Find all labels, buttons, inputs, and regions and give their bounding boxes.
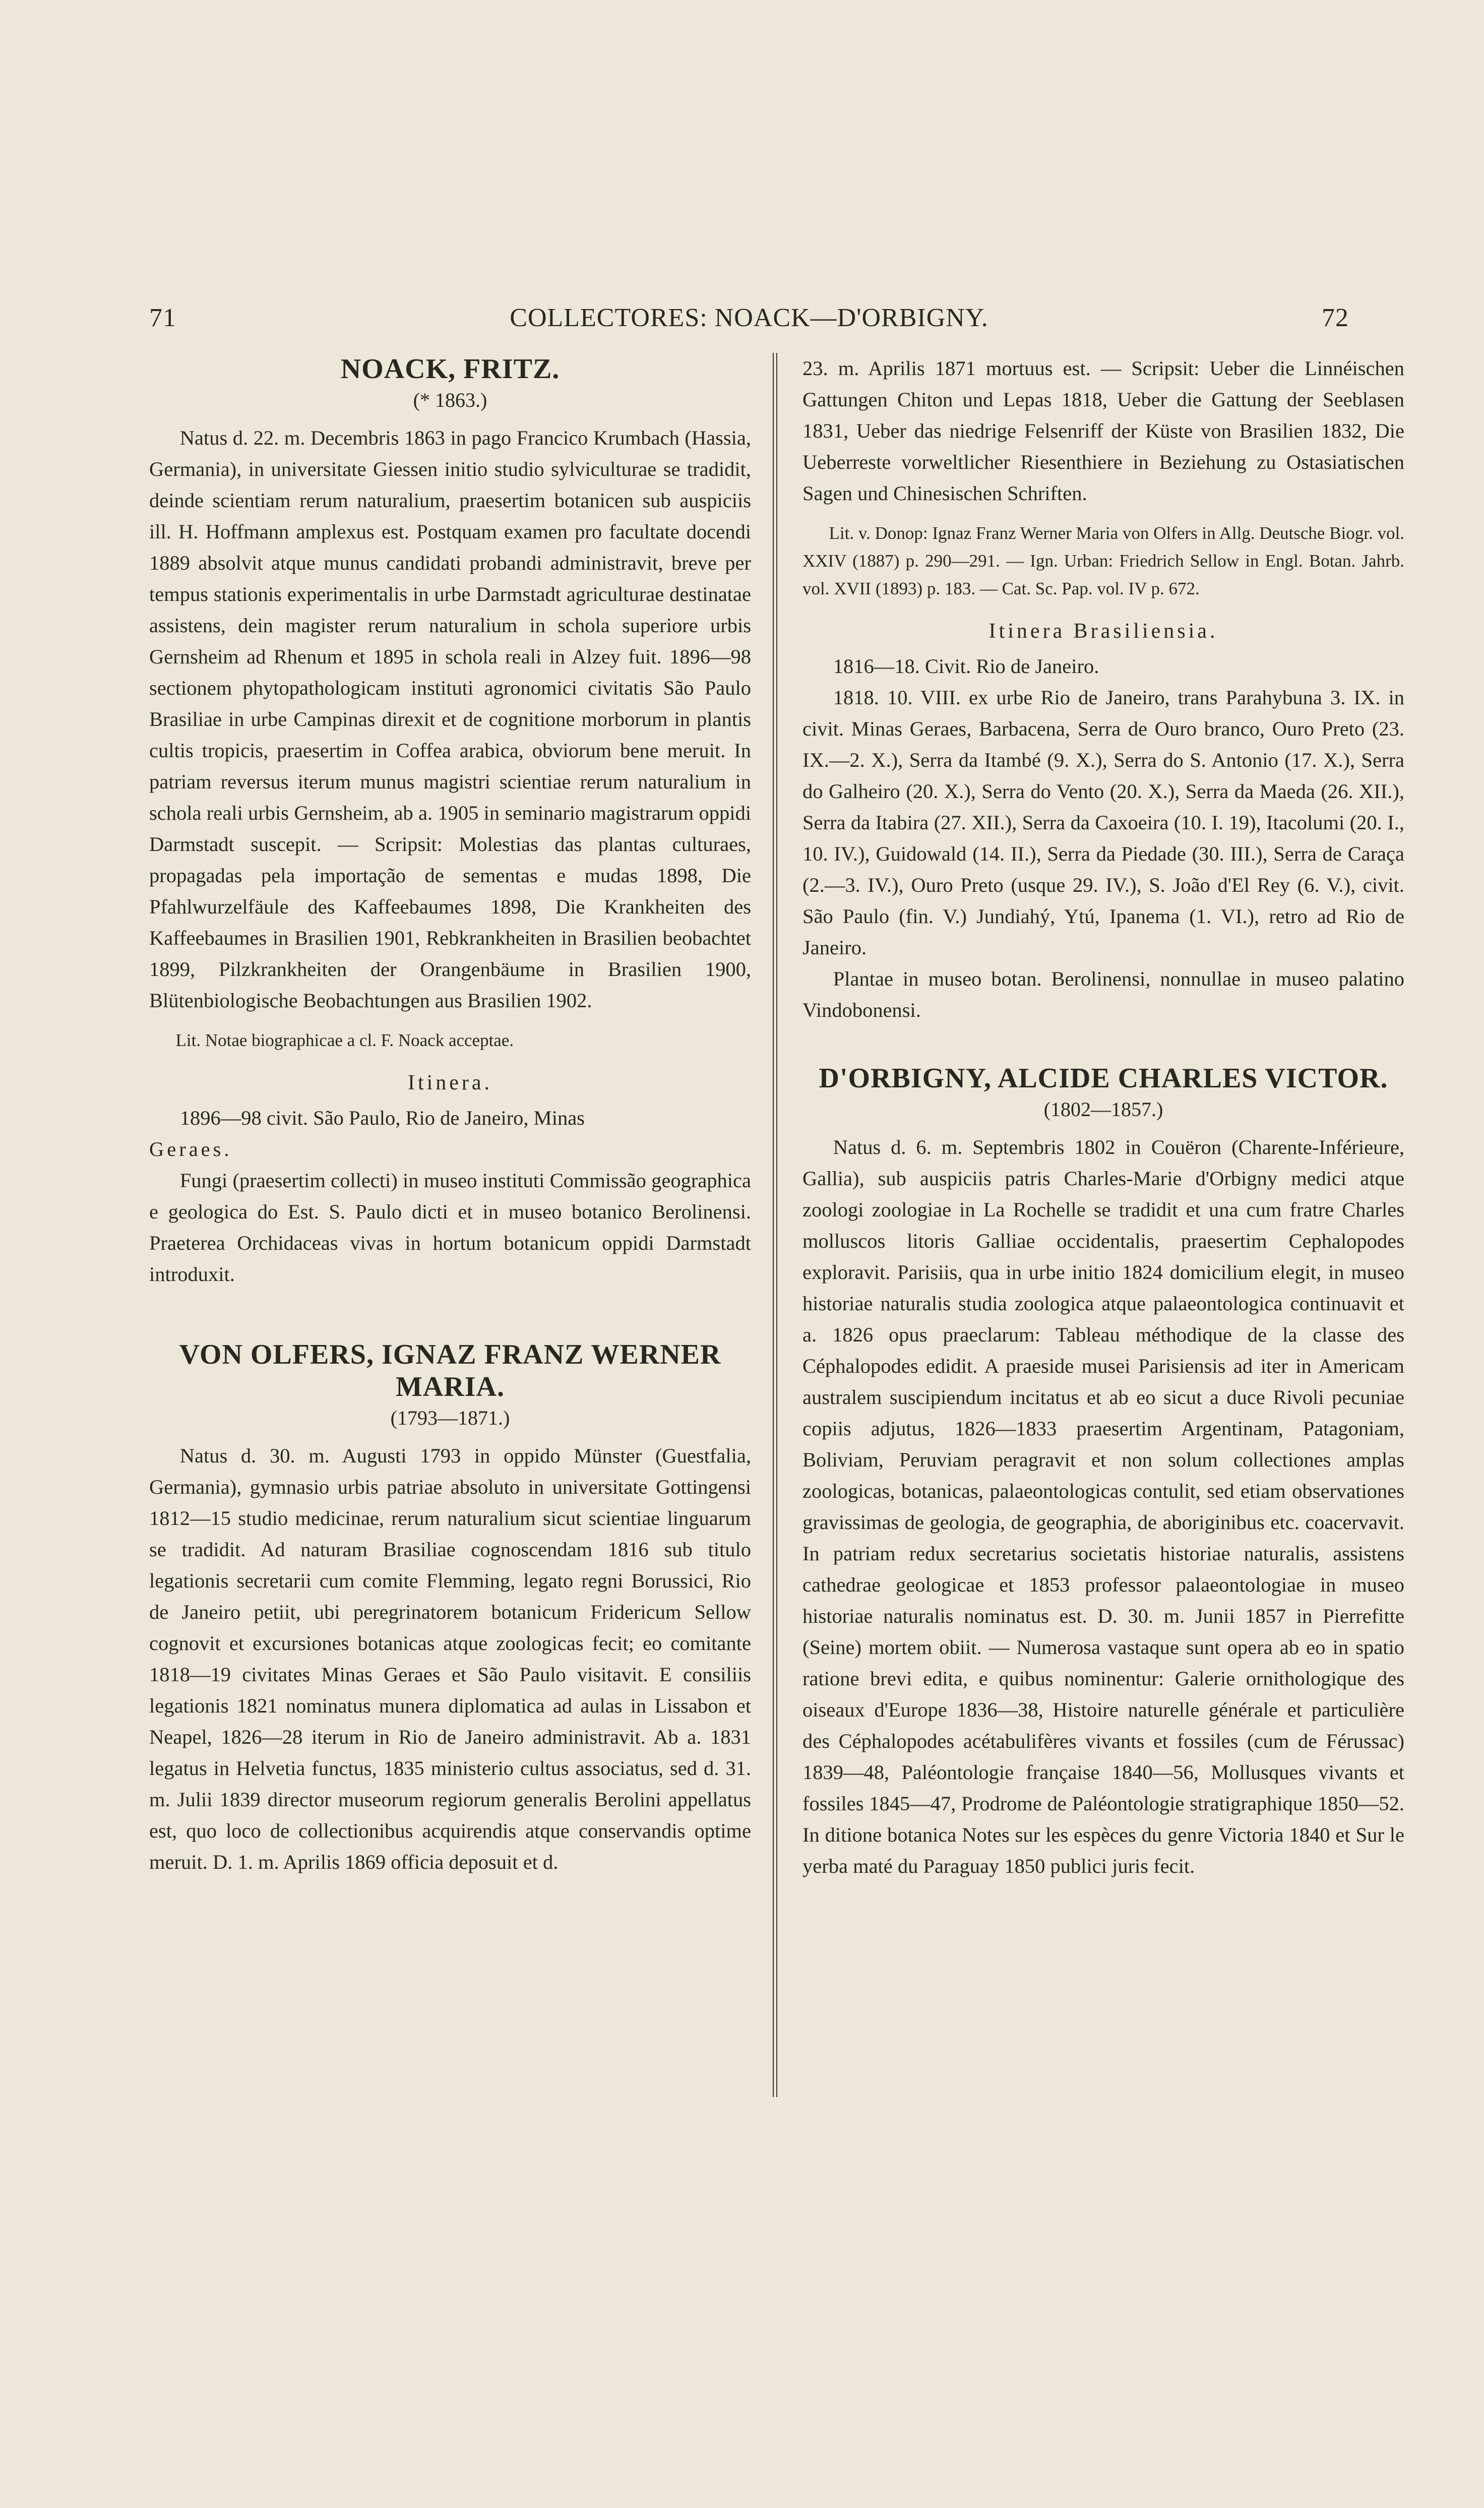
itinera-noack-2: Fungi (praesertim collecti) in museo instituti Commissão geographica e geologica do Est. S. Paulo dicti et in museo botanico Berolinensi. Praeterea Orchidaceas vivas in hortum botanicum oppidi Darmstadt introduxit. (149, 1169, 751, 1286)
entry-body-orbigny: Natus d. 6. m. Septembris 1802 in Couëron (Charente-Inférieure, Gallia), sub auspiciis patris Charles-Marie d'Orbigny medici atque zoologi zoologiae in La Rochelle se tradidit et una cum fratre Charles molluscos litoris Galliae occidentalis, praesertim Cephalopodes exploravit. Parisiis, qua in urbe initio 1824 domicilium elegit, in museo historiae naturalis studia zoologica atque palaeontologica continuavit et a. 1826 opus praeclarum: Tableau méthodique de la classe des Céphalopodes edidit. A praeside musei Parisiensis ad iter in Americam australem suscipiendum incitatus et ab eo sicut a duce Rivoli pecuniae copiis adjutus, 1826—1833 praesertim Argentinam, Patagoniam, Boliviam, Peruviam peragravit et non solum collectiones amplas zoologicas, botanicas, palaeontologicas contulit, sed etiam observationes gravissimas de geologia, de geographia, de aboriginibus etc. coacervavit. In patriam redux secretarius societatis historiae naturalis, assistens cathedrae geologicae et 1853 professor palaeontologiae in museo historiae naturalis nominatus est. D. 30. m. Junii 1857 in Pierrefitte (Seine) mortem obiit. — Numerosa vastaque sunt opera ab eo in spatio ratione brevi edita, e quibus nominentur: Galerie ornithologique des oiseaux d'Europe 1836—38, Histoire naturelle générale et particulière des Céphalopodes acétabulifères vivants et fossiles (cum de Férussac) 1839—48, Paléontologie française 1840—56, Mollusques vivants et fossiles 1845—47, Prodrome de Paléontologie stratigraphique 1850—52. In ditione botanica Notes sur les espèces du genre Victoria 1840 et Sur le yerba maté du Paraguay 1850 publici juris fecit. (802, 1136, 1404, 1877)
left-column (149, 353, 751, 1878)
itinera-olfers-2: 1818. 10. VIII. ex urbe Rio de Janeiro, trans Parahybuna 3. IX. in civit. Minas Geraes, Barbacena, Serra de Ouro branco, Ouro Preto (23. IX.—2. X.), Serra da Itambé (9. X.), Serra do S. Antonio (17. X.), Serra do Galheiro (20. X.), Serra do Vento (20. X.), Serra da Maeda (26. XII.), Serra da Itabira (27. XII.), Serra da Caxoeira (10. I. 19), Itacolumi (20. I., 10. IV.), Guidowald (14. II.), Serra da Piedade (30. III.), Serra de Caraça (2.—3. IV.), Ouro Preto (usque 29. IV.), S. João d'El Rey (6. V.), civit. São Paulo (fin. V.) Jundiahý, Ytú, Ipanema (1. VI.), retro ad Rio de Janeiro. (802, 686, 1404, 959)
running-header (149, 300, 1349, 336)
itinera-olfers-3: Plantae in museo botan. Berolinensi, nonnullae in museo palatino Vindobonensi. (802, 967, 1404, 1021)
literature-olfers: Lit. v. Donop: Ignaz Franz Werner Maria von Olfers in Allg. Deutsche Biogr. vol. XXIV (1887) p. 290—291. — Ign. Urban: Friedrich Sellow in Engl. Botan. Jahrb. vol. XVII (1893) p. 183. — Cat. Sc. Pap. vol. IV p. 672. (802, 523, 1404, 598)
literature-noack: Lit. Notae biographicae a cl. F. Noack acceptae. (175, 1030, 514, 1050)
itinera-heading-olfers: Itinera Brasiliensia. (988, 620, 1218, 643)
right-column (802, 353, 1404, 1882)
column-divider (773, 353, 777, 2097)
itinera-noack-1b: Geraes. (149, 1138, 232, 1160)
entry-title-orbigny: D'ORBIGNY, ALCIDE CHARLES VICTOR. (819, 1063, 1388, 1094)
entry-body-olfers-continued: 23. m. Aprilis 1871 mortuus est. — Scripsit: Ueber die Linnéischen Gattungen Chiton und Lepas 1818, Ueber die Gattung der Seeblasen 1831, Ueber das niedrige Felsenriff der Küste von Brasilien 1832, Die Ueberreste vorweltlicher Riesenthiere in Beziehung zu Ostasiatischen Sagen und Chinesischen Schriften. (802, 357, 1404, 505)
entry-title-olfers-line2: MARIA. (396, 1371, 505, 1402)
itinera-heading-noack: Itinera. (407, 1071, 493, 1094)
entry-dates-noack: (* 1863.) (413, 389, 487, 411)
running-title: COLLECTORES: NOACK—D'ORBIGNY. (510, 303, 988, 332)
entry-dates-orbigny: (1802—1857.) (1043, 1098, 1163, 1121)
page-number-left: 71 (149, 303, 176, 332)
itinera-noack-1a: 1896—98 civit. São Paulo, Rio de Janeiro, Minas (179, 1107, 585, 1129)
itinera-olfers-1: 1816—18. Civit. Rio de Janeiro. (833, 655, 1099, 678)
entry-body-olfers: Natus d. 30. m. Augusti 1793 in oppido Münster (Guestfalia, Germania), gymnasio urbis patriae absoluto in universitate Gottingensi 1812—15 studio medicinae, rerum naturalium sicut scientiae linguarum se tradidit. Ad naturam Brasiliae cognoscendam 1816 sub titulo legationis secretarii cum comite Flemming, legato regni Borussici, Rio de Janeiro petiit, ubi peregrinatorem botanicum Fridericum Sellow cognovit et excursiones botanicas atque zoologicas fecit; eo comitante 1818—19 civitates Minas Geraes et São Paulo visitavit. E consiliis legationis 1821 nominatus munera diplomatica ad aulas in Lissabon et Neapel, 1826—28 iterum in Rio de Janeiro administravit. Ab a. 1831 legatus in Helvetia functus, 1835 ministerio cultus associatus, sed d. 31. m. Julii 1839 director museorum regiorum generalis Berolini appellatus est, quo loco de collectionibus acquirendis atque conservandis optime meruit. D. 1. m. Aprilis 1869 officia deposuit et d. (149, 1444, 751, 1873)
entry-title-olfers-line1: VON OLFERS, IGNAZ FRANZ WERNER (179, 1339, 721, 1370)
entry-title-noack: NOACK, FRITZ. (340, 353, 560, 385)
entry-dates-olfers: (1793—1871.) (390, 1406, 510, 1429)
page-number-right: 72 (1322, 303, 1349, 332)
entry-body-noack: Natus d. 22. m. Decembris 1863 in pago Francico Krumbach (Hassia, Germania), in universitate Giessen initio studio sylviculturae se tradidit, deinde scientiam rerum naturalium, praesertim botanicen sub auspiciis ill. H. Hoffmann amplexus est. Postquam examen pro facultate docendi 1889 absolvit atque munus candidati probandi administravit, breve per tempus stationis experimentalis in urbe Darmstadt agriculturae destinatae assistens, dein magister rerum naturalium in schola superiore urbis Gernsheim ad Rhenum et 1895 in schola reali in Alzey fuit. 1896—98 sectionem phytopathologicam instituti agronomici civitatis São Paulo Brasiliae in urbe Campinas direxit et de cognitione morborum in plantis cultis tropicis, praesertim in Coffea arabica, obviorum bene meruit. In patriam reversus iterum munus magistri scientiae rerum naturalium in schola reali urbis Gernsheim, ab a. 1905 in seminario magistrarum oppidi Darmstadt suscepit. — Scripsit: Molestias das plantas culturaes, propagadas pela importação de sementas e mudas 1898, Die Pfahlwurzelfäule des Kaffeebaumes 1898, Die Krankheiten des Kaffeebaumes in Brasilien 1901, Rebkrankheiten in Brasilien beobachtet 1899, Pilzkrankheiten der Orangenbäume in Brasilien 1900, Blütenbiologische Beobachtungen aus Brasilien 1902. (149, 426, 751, 1012)
